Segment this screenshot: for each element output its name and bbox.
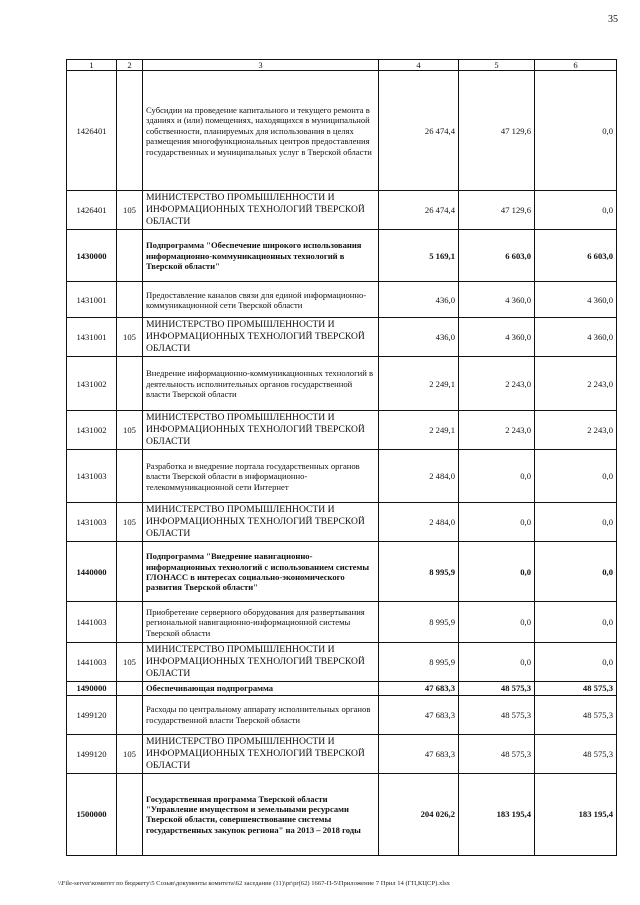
row-description-cell: МИНИСТЕРСТВО ПРОМЫШЛЕННОСТИ И ИНФОРМАЦИОННЫХ ТЕХНОЛОГИЙ ТВЕРСКОЙ ОБЛАСТИ <box>143 734 379 773</box>
row-value-col6-cell: 2 243,0 <box>535 411 617 450</box>
budget-table <box>66 59 617 856</box>
row-dept-code-cell <box>117 682 143 695</box>
table-row <box>67 191 617 230</box>
row-dept-code-cell <box>117 602 143 643</box>
row-dept-code-cell: 105 <box>117 643 143 682</box>
row-dept-code-cell <box>117 695 143 734</box>
row-description-cell: Предоставление каналов связи для единой информационно-коммуникационной сети Тверской области <box>143 282 379 318</box>
row-code-cell: 1431003 <box>67 450 117 503</box>
row-description-cell: МИНИСТЕРСТВО ПРОМЫШЛЕННОСТИ И ИНФОРМАЦИОННЫХ ТЕХНОЛОГИЙ ТВЕРСКОЙ ОБЛАСТИ <box>143 411 379 450</box>
row-code-cell: 1431001 <box>67 282 117 318</box>
row-code-cell: 1500000 <box>67 773 117 855</box>
table-row <box>67 682 617 695</box>
row-value-col5-cell: 0,0 <box>459 643 535 682</box>
row-description-cell: Приобретение серверного оборудования для развертывания региональной навигационно-информационной системы Тверской области <box>143 602 379 643</box>
row-value-col6-cell: 4 360,0 <box>535 318 617 357</box>
row-dept-code-cell <box>117 357 143 411</box>
row-value-col5-cell: 2 243,0 <box>459 357 535 411</box>
row-value-col4-cell: 2 249,1 <box>379 411 459 450</box>
row-value-col5-cell: 48 575,3 <box>459 682 535 695</box>
row-value-col4-cell: 2 484,0 <box>379 450 459 503</box>
header-col-3: 3 <box>143 60 379 71</box>
row-description-cell: Расходы по центральному аппарату исполнительных органов государственной власти Тверской области <box>143 695 379 734</box>
row-dept-code-cell <box>117 230 143 282</box>
header-col-4: 4 <box>379 60 459 71</box>
row-dept-code-cell: 105 <box>117 734 143 773</box>
row-value-col6-cell: 0,0 <box>535 71 617 191</box>
table-row <box>67 357 617 411</box>
row-description-cell: Подпрограмма "Обеспечение широкого использования информационно-коммуникационных технологий в Тверской области" <box>143 230 379 282</box>
row-description-cell: МИНИСТЕРСТВО ПРОМЫШЛЕННОСТИ И ИНФОРМАЦИОННЫХ ТЕХНОЛОГИЙ ТВЕРСКОЙ ОБЛАСТИ <box>143 191 379 230</box>
row-value-col6-cell: 0,0 <box>535 542 617 602</box>
row-value-col6-cell: 0,0 <box>535 450 617 503</box>
row-value-col6-cell: 0,0 <box>535 503 617 542</box>
table-row <box>67 695 617 734</box>
row-value-col4-cell: 8 995,9 <box>379 542 459 602</box>
table-row <box>67 318 617 357</box>
row-value-col6-cell: 48 575,3 <box>535 695 617 734</box>
row-code-cell: 1499120 <box>67 695 117 734</box>
row-value-col4-cell: 8 995,9 <box>379 643 459 682</box>
table-row <box>67 230 617 282</box>
header-col-5: 5 <box>459 60 535 71</box>
row-value-col5-cell: 0,0 <box>459 450 535 503</box>
file-path-footer: \\File-server\комитет по бюджету\5 Созыв\документы комитета\62 заседание (11)\pr\pr(62) 1667-П-5\Приложение 7 Прил 14 (ГП,КЦСР).xlsx <box>58 880 450 887</box>
row-code-cell: 1499120 <box>67 734 117 773</box>
row-value-col5-cell: 2 243,0 <box>459 411 535 450</box>
row-code-cell: 1426401 <box>67 71 117 191</box>
page-number: 35 <box>608 14 618 25</box>
header-col-1: 1 <box>67 60 117 71</box>
row-description-cell: МИНИСТЕРСТВО ПРОМЫШЛЕННОСТИ И ИНФОРМАЦИОННЫХ ТЕХНОЛОГИЙ ТВЕРСКОЙ ОБЛАСТИ <box>143 318 379 357</box>
row-description-cell: Обеспечивающая подпрограмма <box>143 682 379 695</box>
row-value-col6-cell: 0,0 <box>535 602 617 643</box>
table-row <box>67 643 617 682</box>
row-value-col5-cell: 47 129,6 <box>459 71 535 191</box>
row-value-col6-cell: 0,0 <box>535 191 617 230</box>
row-value-col6-cell: 0,0 <box>535 643 617 682</box>
table-header-row <box>67 60 617 71</box>
row-description-cell: Разработка и внедрение портала государственных органов власти Тверской области в информационно-телекоммуникационной сети Интернет <box>143 450 379 503</box>
row-value-col5-cell: 4 360,0 <box>459 318 535 357</box>
row-value-col4-cell: 47 683,3 <box>379 734 459 773</box>
row-code-cell: 1430000 <box>67 230 117 282</box>
table-row <box>67 602 617 643</box>
row-value-col6-cell: 2 243,0 <box>535 357 617 411</box>
row-dept-code-cell <box>117 773 143 855</box>
row-value-col5-cell: 48 575,3 <box>459 695 535 734</box>
row-dept-code-cell: 105 <box>117 318 143 357</box>
row-code-cell: 1431003 <box>67 503 117 542</box>
row-value-col6-cell: 4 360,0 <box>535 282 617 318</box>
row-code-cell: 1490000 <box>67 682 117 695</box>
row-value-col4-cell: 26 474,4 <box>379 191 459 230</box>
row-value-col5-cell: 48 575,3 <box>459 734 535 773</box>
row-dept-code-cell <box>117 450 143 503</box>
row-code-cell: 1431002 <box>67 411 117 450</box>
row-value-col6-cell: 48 575,3 <box>535 734 617 773</box>
row-value-col5-cell: 6 603,0 <box>459 230 535 282</box>
table-row <box>67 542 617 602</box>
row-value-col4-cell: 436,0 <box>379 282 459 318</box>
row-value-col6-cell: 6 603,0 <box>535 230 617 282</box>
row-value-col4-cell: 2 484,0 <box>379 503 459 542</box>
header-col-6: 6 <box>535 60 617 71</box>
row-value-col5-cell: 183 195,4 <box>459 773 535 855</box>
row-value-col4-cell: 204 026,2 <box>379 773 459 855</box>
table-row <box>67 282 617 318</box>
row-value-col5-cell: 0,0 <box>459 602 535 643</box>
row-value-col4-cell: 8 995,9 <box>379 602 459 643</box>
row-value-col6-cell: 183 195,4 <box>535 773 617 855</box>
row-value-col4-cell: 2 249,1 <box>379 357 459 411</box>
row-code-cell: 1440000 <box>67 542 117 602</box>
table-row <box>67 773 617 855</box>
table-row <box>67 450 617 503</box>
row-value-col5-cell: 47 129,6 <box>459 191 535 230</box>
row-dept-code-cell: 105 <box>117 503 143 542</box>
row-description-cell: МИНИСТЕРСТВО ПРОМЫШЛЕННОСТИ И ИНФОРМАЦИОННЫХ ТЕХНОЛОГИЙ ТВЕРСКОЙ ОБЛАСТИ <box>143 503 379 542</box>
table-row <box>67 411 617 450</box>
row-value-col5-cell: 4 360,0 <box>459 282 535 318</box>
row-dept-code-cell <box>117 542 143 602</box>
row-value-col4-cell: 436,0 <box>379 318 459 357</box>
row-code-cell: 1431001 <box>67 318 117 357</box>
table-row <box>67 71 617 191</box>
row-value-col4-cell: 26 474,4 <box>379 71 459 191</box>
table-row <box>67 503 617 542</box>
row-code-cell: 1431002 <box>67 357 117 411</box>
row-value-col4-cell: 47 683,3 <box>379 695 459 734</box>
row-code-cell: 1441003 <box>67 643 117 682</box>
row-description-cell: Субсидии на проведение капитального и текущего ремонта в зданиях и (или) помещениях, находящихся в муниципальной собственности, планируемых для использования в целях размещения многофункциональных центров предоставления государственных и муниципальных услуг в Тверской области <box>143 71 379 191</box>
row-dept-code-cell: 105 <box>117 191 143 230</box>
row-value-col6-cell: 48 575,3 <box>535 682 617 695</box>
row-value-col4-cell: 5 169,1 <box>379 230 459 282</box>
row-description-cell: Подпрограмма "Внедрение навигационно-информационных технологий с использованием системы ГЛОНАСС в интересах социально-экономического развития Тверской области" <box>143 542 379 602</box>
header-col-2: 2 <box>117 60 143 71</box>
row-value-col4-cell: 47 683,3 <box>379 682 459 695</box>
row-description-cell: МИНИСТЕРСТВО ПРОМЫШЛЕННОСТИ И ИНФОРМАЦИОННЫХ ТЕХНОЛОГИЙ ТВЕРСКОЙ ОБЛАСТИ <box>143 643 379 682</box>
row-code-cell: 1426401 <box>67 191 117 230</box>
row-description-cell: Внедрение информационно-коммуникационных технологий в деятельность исполнительных органов государственной власти Тверской области <box>143 357 379 411</box>
row-dept-code-cell <box>117 282 143 318</box>
row-description-cell: Государственная программа Тверской области "Управление имуществом и земельными ресурсами Тверской области, совершенствование системы государственных закупок региона" на 2013 – 2018 годы <box>143 773 379 855</box>
row-code-cell: 1441003 <box>67 602 117 643</box>
row-value-col5-cell: 0,0 <box>459 503 535 542</box>
table-body <box>67 71 617 855</box>
table-row <box>67 734 617 773</box>
row-dept-code-cell <box>117 71 143 191</box>
row-value-col5-cell: 0,0 <box>459 542 535 602</box>
row-dept-code-cell: 105 <box>117 411 143 450</box>
